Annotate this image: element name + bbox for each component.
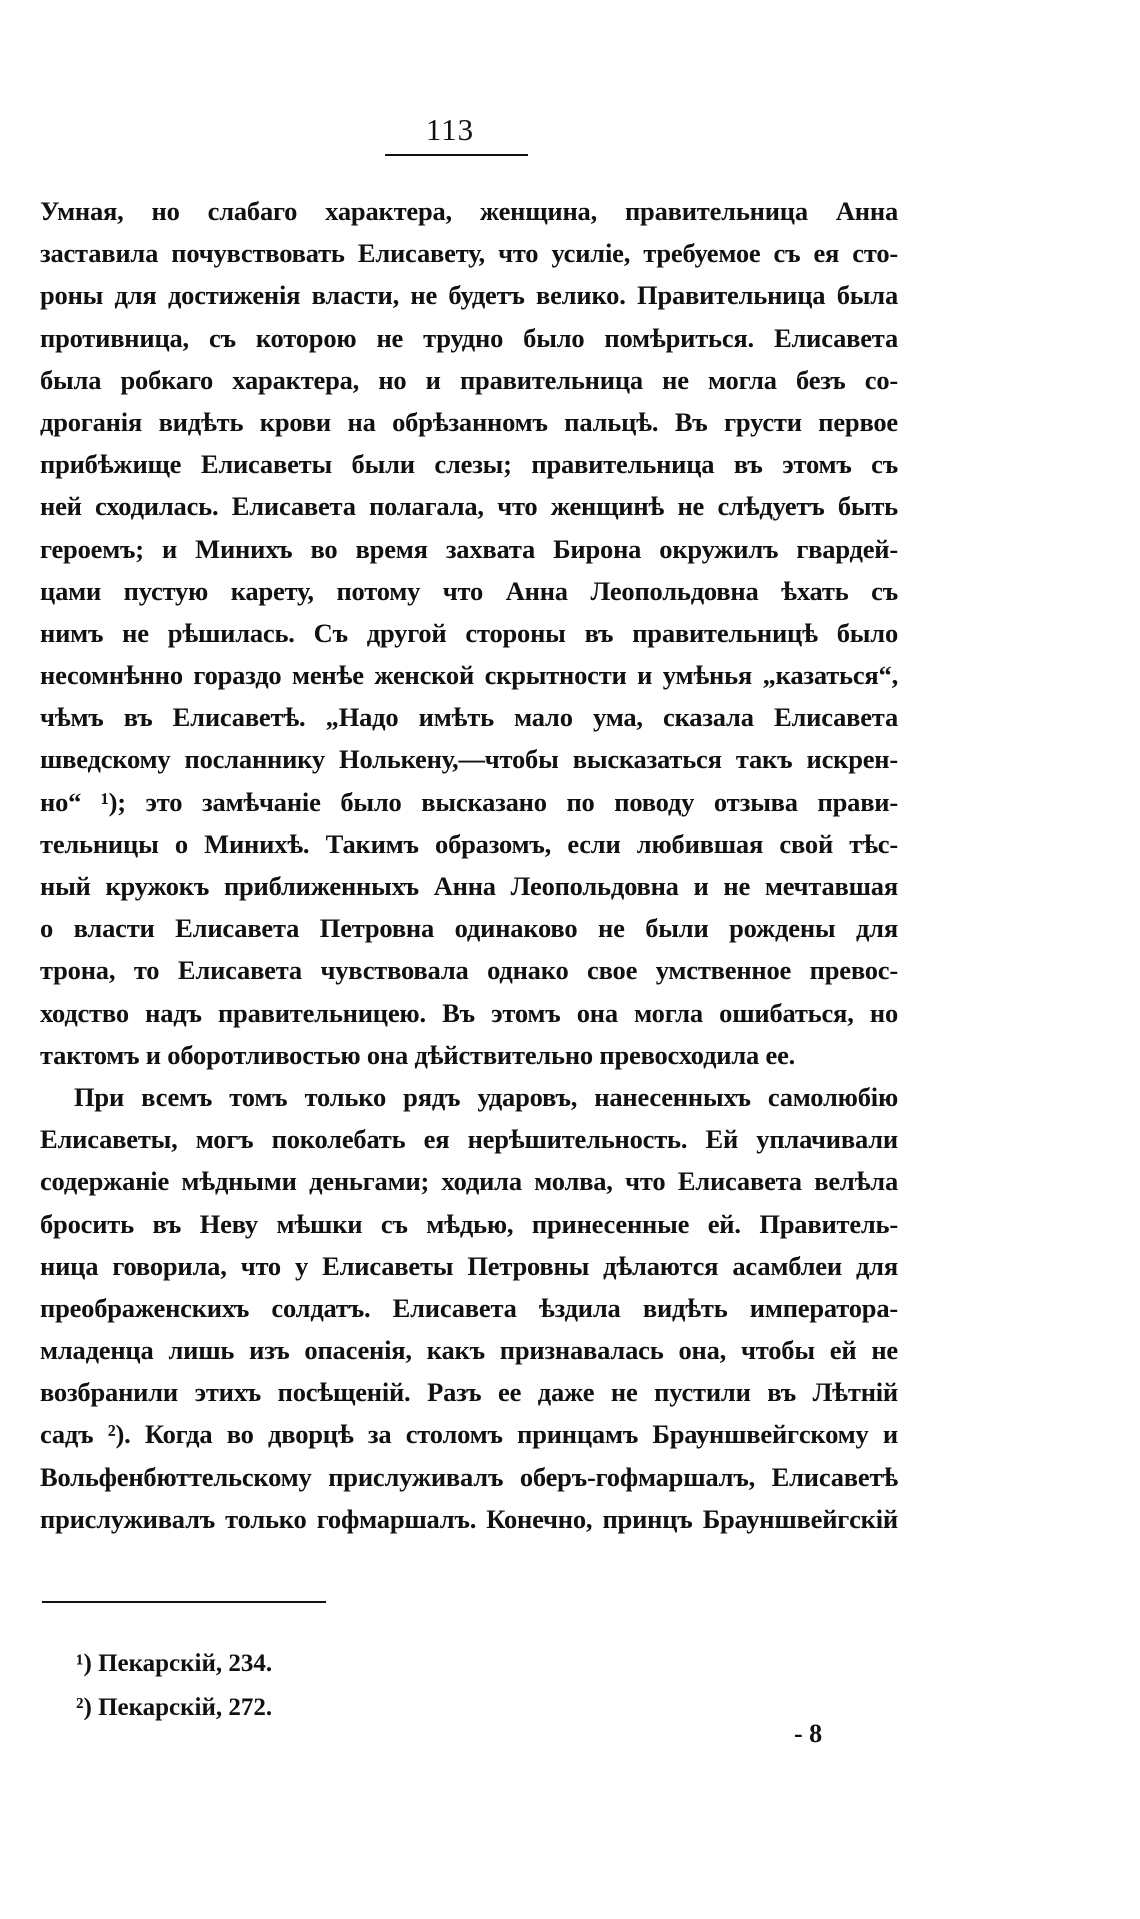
text-line: ница говорила, что у Елисаветы Петровны дѣлаются асамблеи для	[40, 1250, 898, 1281]
text-line: При всемъ томъ только рядъ ударовъ, нанесенныхъ самолюбію	[74, 1081, 898, 1112]
text-line: шведскому посланнику Нолькену,—чтобы высказаться такъ искрен-	[40, 744, 898, 775]
text-line: цами пустую карету, потому что Анна Леопольдовна ѣхать съ	[40, 575, 898, 606]
text-line: содержаніе мѣдными деньгами; ходила молва, что Елисавета велѣла	[40, 1166, 898, 1197]
footnote-1-text: Пекарскій, 234.	[98, 1650, 273, 1677]
text-line: Умная, но слабаго характера, женщина, правительница Анна	[40, 196, 898, 226]
text-line: прибѣжище Елисаветы были слезы; правительница въ этомъ съ	[40, 449, 898, 480]
text-line: противница, съ которою не трудно было помѣриться. Елисавета	[40, 322, 898, 353]
text-line: тельницы о Минихѣ. Такимъ образомъ, если любившая свой тѣс-	[40, 828, 898, 859]
printer-signature-mark: - 8	[794, 1719, 823, 1748]
footnote-2-marker: ²)	[76, 1694, 92, 1721]
text-line: младенца лишь изъ опасенія, какъ признавалась она, чтобы ей не	[40, 1335, 898, 1366]
text-line: ный кружокъ приближенныхъ Анна Леопольдовна и не мечтавшая	[40, 871, 898, 901]
text-line: заставила почувствовать Елисавету, что усиліе, требуемое съ ея сто-	[40, 238, 898, 269]
text-line: несомнѣнно гораздо менѣе женской скрытности и умѣнья „казаться“,	[40, 660, 898, 691]
footnotes	[76, 1642, 272, 1730]
footnote-1	[76, 1642, 272, 1686]
text-line: дроганія видѣть крови на обрѣзанномъ пальцѣ. Въ грусти первое	[40, 406, 898, 437]
text-line: ходство надъ правительницею. Въ этомъ она могла ошибаться, но	[40, 997, 898, 1028]
text-line: бросить въ Неву мѣшки съ мѣдью, принесенные ей. Правитель-	[40, 1208, 898, 1239]
text-line: Елисаветы, могъ поколебать ея нерѣшительность. Ей уплачивали	[40, 1124, 898, 1155]
header-rule	[385, 154, 528, 156]
text-line: чѣмъ въ Елисаветѣ. „Надо имѣть мало ума, сказала Елисавета	[40, 702, 898, 733]
text-line: нимъ не рѣшилась. Съ другой стороны въ правительницѣ было	[40, 617, 898, 648]
text-line: прислуживалъ только гофмаршалъ. Конечно, принцъ Брауншвейгскій	[40, 1503, 898, 1534]
text-line: была робкаго характера, но и правительница не могла безъ со-	[40, 364, 898, 395]
footnote-2	[76, 1686, 272, 1730]
text-line: героемъ; и Минихъ во время захвата Бирона окружилъ гвардей-	[40, 533, 898, 564]
text-line: садъ ²). Когда во дворцѣ за столомъ принцамъ Брауншвейгскому и	[40, 1419, 898, 1450]
text-line: роны для достиженія власти, не будетъ велико. Правительница была	[40, 280, 898, 311]
page-number: 113	[425, 112, 475, 147]
body-text	[40, 190, 898, 1540]
footnote-2-text: Пекарскій, 272.	[98, 1694, 273, 1721]
footnote-rule	[42, 1601, 326, 1603]
text-line: возбранили этихъ посѣщеній. Разъ ее даже не пустили въ Лѣтній	[40, 1377, 898, 1408]
text-line: ней сходилась. Елисавета полагала, что женщинѣ не слѣдуетъ быть	[40, 491, 898, 522]
text-line: о власти Елисавета Петровна одинаково не были рождены для	[40, 913, 898, 944]
footnote-1-marker: ¹)	[76, 1650, 92, 1677]
text-line: тактомъ и оборотливостью она дѣйствительно превосходила ее.	[40, 1039, 796, 1070]
text-line: но“ ¹); это замѣчаніе было высказано по поводу отзыва прави-	[40, 786, 898, 817]
text-line: Вольфенбюттельскому прислуживалъ оберъ-гофмаршалъ, Елисаветѣ	[40, 1461, 898, 1492]
text-line: трона, то Елисавета чувствовала однако свое умственное превос-	[40, 955, 898, 986]
text-line: преображенскихъ солдатъ. Елисавета ѣздила видѣть императора-	[40, 1292, 898, 1323]
